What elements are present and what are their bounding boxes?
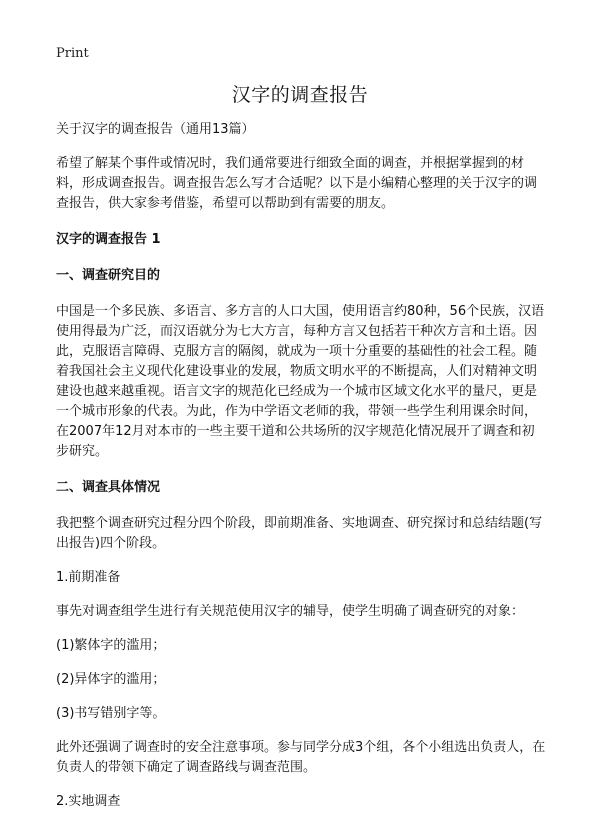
section-heading-details: 二、调查具体情况 <box>56 480 161 495</box>
page-title: 汉字的调查报告 <box>231 84 369 106</box>
article-body <box>56 120 546 826</box>
print-link[interactable]: Print <box>56 46 89 61</box>
list-item: (2)异体字的滥用； <box>56 672 166 687</box>
stage-heading-preparation: 1.前期准备 <box>56 570 121 585</box>
preparation-paragraph: 事先对调查组学生进行有关规范使用汉字的辅导，使学生明确了调查研究的对象： <box>56 604 525 619</box>
stage-heading-fieldwork: 2.实地调查 <box>56 794 121 809</box>
list-item: (3)书写错别字等。 <box>56 706 166 721</box>
report-heading: 汉字的调查报告 1 <box>56 232 161 247</box>
intro-paragraph: 希望了解某个事件或情况时，我们通常要进行细致全面的调查，并根据掌握到的材料，形成调查报告。调查报告怎么写才合适呢？以下是小编精心整理的关于汉字的调查报告，供大家参考借鉴，希望可以帮助到有需要的朋友。 <box>56 156 538 211</box>
list-item: (1)繁体字的滥用； <box>56 638 166 653</box>
safety-paragraph: 此外还强调了调查时的安全注意事项。参与同学分成3个组，各个小组选出负责人，在负责人的带领下确定了调查路线与调查范围。 <box>56 740 546 775</box>
article-subtitle: 关于汉字的调查报告（通用13篇） <box>56 122 255 137</box>
purpose-paragraph: 中国是一个多民族、多语言、多方言的人口大国，使用语言约80种，56个民族，汉语使用得最为广泛，而汉语就分为七大方言，每种方言又包括若干种次方言和土语。因此，克服语言障碍、克服方言的隔阂，就成为一项十分重要的基础性的社会工程。随着我国社会主义现代化建设事业的发展，物质文明水平的不断提高，人们对精神文明建设也越来越重视。语言文字的规范化已经成为一个城市区域文化水平的量尺，更是一个城市形象的代表。为此，作为中学语文老师的我，带领一些学生利用课余时间，在2007年12月对本市的一些主要干道和公共场所的汉字规范化情况展开了调查和初步研究。 <box>56 304 545 459</box>
section-heading-purpose: 一、调查研究目的 <box>56 268 161 283</box>
details-paragraph: 我把整个调查研究过程分四个阶段，即前期准备、实地调查、研究探讨和总结结题(写出报告)四个阶段。 <box>56 516 543 551</box>
